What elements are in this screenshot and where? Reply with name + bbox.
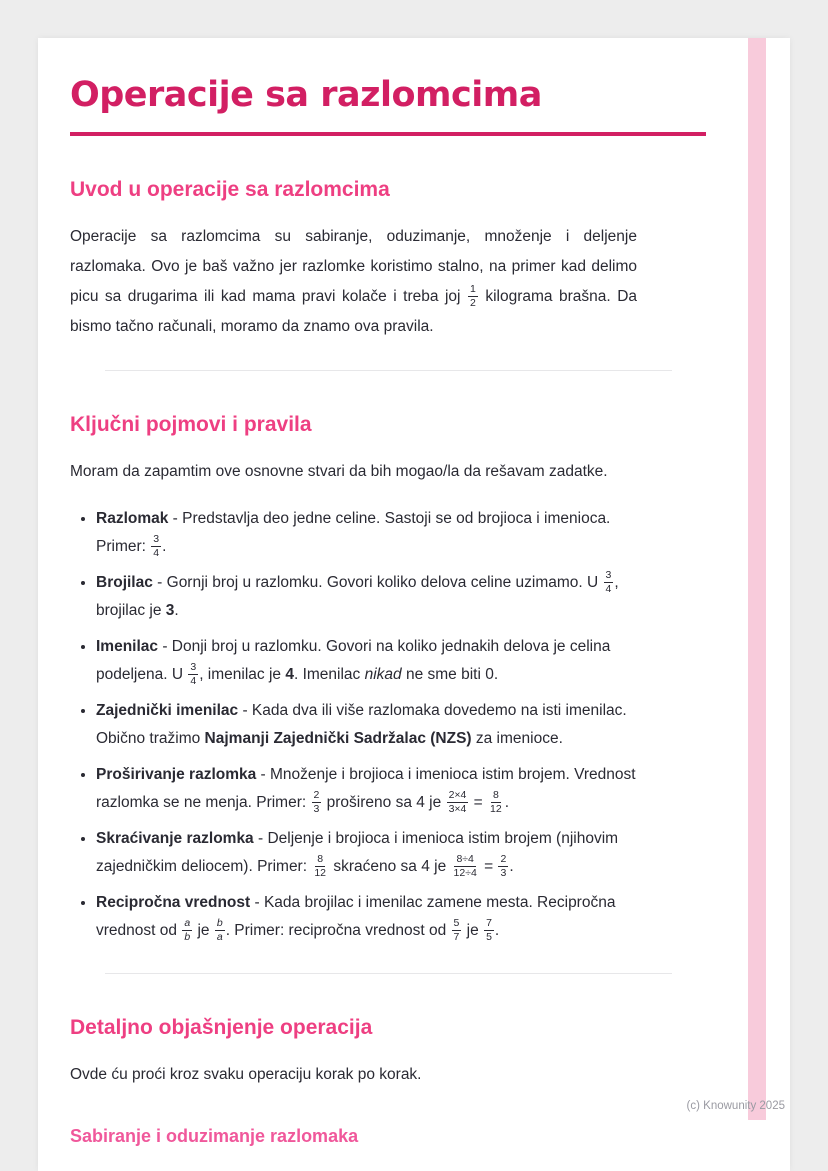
list-item-brojilac: • Brojilac - Gornji broj u razlomku. Govori koliko delova celine uzimamo. U $\frac{3}{4}$ , brojilac je 3.: [96, 569, 637, 625]
document-card: [38, 38, 790, 1171]
detail-lead: Ovde ću proći kroz svaku operaciju korak po korak.: [70, 1066, 422, 1083]
section-heading-intro: Uvod u operacije sa razlomcima: [70, 178, 390, 201]
fraction: $\frac{8}{12}$: [314, 853, 327, 880]
subsection-heading-add-subtract: Sabiranje i oduzimanje razlomaka: [70, 1126, 359, 1146]
fraction: $\frac{3}{4}$: [190, 661, 197, 688]
list-item-prosirivanje: • Proširivanje razlomka - Množenje i brojioca i imenioca istim brojem. Vrednost razlomka se ne menja. Primer: $\frac{2}{3}$ prošireno sa 4 je $\frac{2\times 4}{3\times 4}$ = $\frac{8}{12}$ .: [96, 761, 637, 817]
fraction: $\frac{8}{12}$: [490, 789, 502, 816]
section-divider: [105, 973, 672, 974]
section-heading-key-concepts: Ključni pojmovi i pravila: [70, 413, 312, 436]
intro-paragraph: Operacije sa razlomcima su sabiranje, oduzimanje, množenje i deljenje razlomaka. Ovo je baš važno jer razlomke koristimo stalno, na primer kad delimo picu sa drugarima ili kad mama pravi kolače i treba joj $\frac{1}{2}$ kilograma brašna. Da bismo tačno računali, moramo da znamo ova pravila.: [70, 228, 638, 335]
section-heading-detail: Detaljno objašnjenje operacija: [70, 1016, 373, 1039]
document-content: [70, 38, 706, 1147]
fraction: $\frac{2\times 4}{3\times 4}$: [448, 789, 467, 816]
fraction: $\frac{1}{2}$: [470, 283, 476, 310]
fraction: $\frac{7}{5}$: [486, 917, 492, 944]
key-concepts-list: [70, 505, 637, 945]
fraction: $\frac{2}{3}$: [313, 789, 320, 816]
copyright-footer: (c) Knowunity 2025: [686, 1100, 785, 1112]
list-item-skracivanje: • Skraćivanje razlomka - Deljenje i brojioca i imenioca istim brojem (njihovim zajedničkim deliocem). Primer: $\frac{8}{12}$ skraćeno sa 4 je $\frac{8\div 4}{12\div 4}$ = $\frac{2}{3}$ .: [96, 825, 637, 881]
fraction: $\frac{a}{b}$: [184, 917, 191, 944]
section-divider: [105, 370, 672, 371]
fraction: $\frac{5}{7}$: [453, 917, 460, 944]
fraction: $\frac{2}{3}$: [500, 853, 507, 880]
fraction: $\frac{8\div 4}{12\div 4}$: [453, 853, 477, 880]
list-item-reciprocna: • Recipročna vrednost - Kada brojilac i imenilac zamene mesta. Recipročna vrednost od $\frac{a}{b}$ je $\frac{b}{a}$ . Primer: recipročna vrednost od $\frac{5}{7}$ je $\frac{7}{5}$ .: [96, 889, 637, 945]
page-title: Operacije sa razlomcima: [70, 75, 542, 115]
list-item-razlomak: • Razlomak - Predstavlja deo jedne celine. Sastoji se od brojioca i imenioca. Primer: $\frac{3}{4}$ .: [96, 505, 637, 561]
fraction: $\frac{3}{4}$: [605, 569, 612, 596]
list-item-zajednicki-imenilac: • Zajednički imenilac - Kada dva ili više razlomaka dovedemo na isti imenilac. Obično tražimo Najmanji Zajednički Sadržalac (NZS) za imenioce.: [96, 697, 637, 753]
key-concepts-lead: Moram da zapamtim ove osnovne stvari da bih mogao/la da rešavam zadatke.: [70, 463, 608, 480]
decorative-pink-stripe: [748, 38, 766, 1120]
fraction: $\frac{b}{a}$: [216, 917, 223, 944]
fraction: $\frac{3}{4}$: [153, 533, 160, 560]
title-underline-rule: [70, 132, 706, 136]
list-item-imenilac: • Imenilac - Donji broj u razlomku. Govori na koliko jednakih delova je celina podeljena. U $\frac{3}{4}$ , imenilac je 4. Imenilac nikad ne sme biti 0.: [96, 633, 637, 689]
